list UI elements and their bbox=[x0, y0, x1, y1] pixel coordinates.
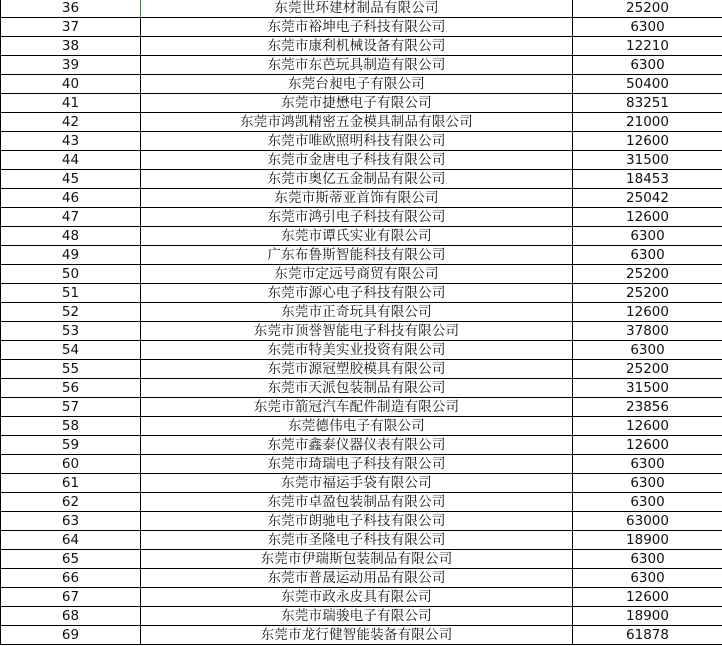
row-number-cell[interactable]: 55 bbox=[1, 360, 141, 379]
row-number-cell[interactable]: 56 bbox=[1, 379, 141, 398]
amount-cell[interactable]: 12600 bbox=[573, 436, 722, 455]
company-name-cell[interactable]: 东莞市瑞骏电子有限公司 bbox=[141, 607, 573, 626]
table-row bbox=[1, 398, 722, 417]
company-name-cell[interactable]: 东莞市裕坤电子科技有限公司 bbox=[141, 18, 573, 37]
amount-cell[interactable]: 6300 bbox=[573, 18, 722, 37]
amount-cell[interactable]: 18900 bbox=[573, 607, 722, 626]
row-number-cell[interactable]: 50 bbox=[1, 265, 141, 284]
amount-cell[interactable]: 6300 bbox=[573, 493, 722, 512]
table-row bbox=[1, 18, 722, 37]
table-row bbox=[1, 512, 722, 531]
row-number-cell[interactable]: 45 bbox=[1, 170, 141, 189]
table-row bbox=[1, 284, 722, 303]
company-name-cell[interactable]: 东莞市源心电子科技有限公司 bbox=[141, 284, 573, 303]
row-number-cell[interactable]: 48 bbox=[1, 227, 141, 246]
table-row bbox=[1, 322, 722, 341]
table-row bbox=[1, 493, 722, 512]
table-row bbox=[1, 303, 722, 322]
row-number-cell[interactable]: 58 bbox=[1, 417, 141, 436]
row-number-cell[interactable]: 68 bbox=[1, 607, 141, 626]
table-row bbox=[1, 75, 722, 94]
amount-cell[interactable]: 83251 bbox=[573, 94, 722, 113]
row-number-cell[interactable]: 43 bbox=[1, 132, 141, 151]
amount-cell[interactable]: 25200 bbox=[573, 284, 722, 303]
company-name-cell[interactable]: 广东布鲁斯智能科技有限公司 bbox=[141, 246, 573, 265]
table-row bbox=[1, 455, 722, 474]
table-row bbox=[1, 436, 722, 455]
row-number-cell[interactable]: 46 bbox=[1, 189, 141, 208]
table-row bbox=[1, 531, 722, 550]
company-name-cell[interactable]: 东莞市鸿凯精密五金模具制品有限公司 bbox=[141, 113, 573, 132]
company-name-cell[interactable]: 东莞市顶誉智能电子科技有限公司 bbox=[141, 322, 573, 341]
row-number-cell[interactable]: 59 bbox=[1, 436, 141, 455]
table-row bbox=[1, 588, 722, 607]
company-name-cell[interactable]: 东莞德伟电子有限公司 bbox=[141, 417, 573, 436]
company-name-cell[interactable]: 东莞台昶电子有限公司 bbox=[141, 75, 573, 94]
amount-cell[interactable]: 6300 bbox=[573, 550, 722, 569]
amount-cell[interactable]: 37800 bbox=[573, 322, 722, 341]
amount-cell[interactable]: 12600 bbox=[573, 417, 722, 436]
amount-cell[interactable]: 6300 bbox=[573, 246, 722, 265]
table-row bbox=[1, 56, 722, 75]
amount-cell[interactable]: 61878 bbox=[573, 626, 722, 645]
row-number-cell[interactable]: 64 bbox=[1, 531, 141, 550]
company-name-cell[interactable]: 东莞市圣隆电子科技有限公司 bbox=[141, 531, 573, 550]
company-name-cell[interactable]: 东莞市龙行健智能装备有限公司 bbox=[141, 626, 573, 645]
amount-cell[interactable]: 12600 bbox=[573, 588, 722, 607]
row-number-cell[interactable]: 53 bbox=[1, 322, 141, 341]
company-name-cell[interactable]: 东莞市东芭玩具制造有限公司 bbox=[141, 56, 573, 75]
table-row bbox=[1, 474, 722, 493]
company-name-cell[interactable]: 东莞市特美实业投资有限公司 bbox=[141, 341, 573, 360]
company-name-cell[interactable]: 东莞市定远号商贸有限公司 bbox=[141, 265, 573, 284]
table-row bbox=[1, 626, 722, 645]
row-number-cell[interactable]: 40 bbox=[1, 75, 141, 94]
table-row bbox=[1, 246, 722, 265]
company-name-cell[interactable]: 东莞市伊瑞斯包装制品有限公司 bbox=[141, 550, 573, 569]
amount-cell[interactable]: 23856 bbox=[573, 398, 722, 417]
amount-cell[interactable]: 6300 bbox=[573, 227, 722, 246]
amount-cell[interactable]: 18453 bbox=[573, 170, 722, 189]
amount-cell[interactable]: 12600 bbox=[573, 208, 722, 227]
row-number-cell[interactable]: 47 bbox=[1, 208, 141, 227]
row-number-cell[interactable]: 38 bbox=[1, 37, 141, 56]
company-name-cell[interactable]: 东莞市鸿引电子科技有限公司 bbox=[141, 208, 573, 227]
amount-cell[interactable]: 6300 bbox=[573, 569, 722, 588]
table-row bbox=[1, 208, 722, 227]
row-number-cell[interactable]: 65 bbox=[1, 550, 141, 569]
company-name-cell[interactable]: 东莞市康利机械设备有限公司 bbox=[141, 37, 573, 56]
company-name-cell[interactable]: 东莞市卓盈包装制品有限公司 bbox=[141, 493, 573, 512]
table-row bbox=[1, 550, 722, 569]
amount-cell[interactable]: 25200 bbox=[573, 265, 722, 284]
table-row bbox=[1, 189, 722, 208]
row-number-cell[interactable]: 51 bbox=[1, 284, 141, 303]
table-body bbox=[1, 0, 722, 645]
company-name-cell[interactable]: 东莞市斯蒂亚首饰有限公司 bbox=[141, 189, 573, 208]
row-number-cell[interactable]: 61 bbox=[1, 474, 141, 493]
table-row bbox=[1, 227, 722, 246]
row-number-cell[interactable]: 62 bbox=[1, 493, 141, 512]
company-name-cell[interactable]: 东莞市政永皮具有限公司 bbox=[141, 588, 573, 607]
table-row bbox=[1, 151, 722, 170]
company-name-cell[interactable]: 东莞世环建材制品有限公司 bbox=[141, 0, 573, 18]
row-number-cell[interactable]: 63 bbox=[1, 512, 141, 531]
company-name-cell[interactable]: 东莞市琦瑞电子科技有限公司 bbox=[141, 455, 573, 474]
row-number-cell[interactable]: 67 bbox=[1, 588, 141, 607]
amount-cell[interactable]: 25200 bbox=[573, 360, 722, 379]
table-row bbox=[1, 0, 722, 18]
table-row bbox=[1, 113, 722, 132]
row-number-cell[interactable]: 54 bbox=[1, 341, 141, 360]
table-row bbox=[1, 341, 722, 360]
table-row bbox=[1, 569, 722, 588]
table-row bbox=[1, 94, 722, 113]
amount-cell[interactable]: 6300 bbox=[573, 474, 722, 493]
table-row bbox=[1, 265, 722, 284]
amount-cell[interactable]: 6300 bbox=[573, 455, 722, 474]
company-name-cell[interactable]: 东莞市朗驰电子科技有限公司 bbox=[141, 512, 573, 531]
table-row bbox=[1, 360, 722, 379]
company-name-cell[interactable]: 东莞市捷懋电子有限公司 bbox=[141, 94, 573, 113]
row-number-cell[interactable]: 36 bbox=[1, 0, 141, 18]
company-name-cell[interactable]: 东莞市奥亿五金制品有限公司 bbox=[141, 170, 573, 189]
amount-cell[interactable]: 6300 bbox=[573, 56, 722, 75]
row-number-cell[interactable]: 49 bbox=[1, 246, 141, 265]
row-number-cell[interactable]: 60 bbox=[1, 455, 141, 474]
table-row bbox=[1, 37, 722, 56]
row-number-cell[interactable]: 41 bbox=[1, 94, 141, 113]
table-row bbox=[1, 417, 722, 436]
table-row bbox=[1, 607, 722, 626]
company-name-cell[interactable]: 东莞市唯欧照明科技有限公司 bbox=[141, 132, 573, 151]
table-row bbox=[1, 379, 722, 398]
amount-cell[interactable]: 18900 bbox=[573, 531, 722, 550]
company-name-cell[interactable]: 东莞市正奇玩具有限公司 bbox=[141, 303, 573, 322]
row-number-cell[interactable]: 66 bbox=[1, 569, 141, 588]
amount-cell[interactable]: 25200 bbox=[573, 0, 722, 18]
amount-cell[interactable]: 21000 bbox=[573, 113, 722, 132]
company-name-cell[interactable]: 东莞市鑫泰仪器仪表有限公司 bbox=[141, 436, 573, 455]
company-name-cell[interactable]: 东莞市普晟运动用品有限公司 bbox=[141, 569, 573, 588]
row-number-cell[interactable]: 39 bbox=[1, 56, 141, 75]
amount-cell[interactable]: 31500 bbox=[573, 151, 722, 170]
row-number-cell[interactable]: 69 bbox=[1, 626, 141, 645]
row-number-cell[interactable]: 57 bbox=[1, 398, 141, 417]
company-name-cell[interactable]: 东莞市天派包装制品有限公司 bbox=[141, 379, 573, 398]
amount-cell[interactable]: 12600 bbox=[573, 132, 722, 151]
amount-cell[interactable]: 31500 bbox=[573, 379, 722, 398]
amount-cell[interactable]: 12210 bbox=[573, 37, 722, 56]
company-name-cell[interactable]: 东莞市谭氏实业有限公司 bbox=[141, 227, 573, 246]
amount-cell[interactable]: 63000 bbox=[573, 512, 722, 531]
row-number-cell[interactable]: 42 bbox=[1, 113, 141, 132]
amount-cell[interactable]: 50400 bbox=[573, 75, 722, 94]
amount-cell[interactable]: 12600 bbox=[573, 303, 722, 322]
table-row bbox=[1, 170, 722, 189]
row-number-cell[interactable]: 44 bbox=[1, 151, 141, 170]
company-name-cell[interactable]: 东莞市金唐电子科技有限公司 bbox=[141, 151, 573, 170]
table-row bbox=[1, 132, 722, 151]
company-name-cell[interactable]: 东莞市源冠塑胶模具有限公司 bbox=[141, 360, 573, 379]
company-name-cell[interactable]: 东莞市箭冠汽车配件制造有限公司 bbox=[141, 398, 573, 417]
company-name-cell[interactable]: 东莞市福运手袋有限公司 bbox=[141, 474, 573, 493]
amount-cell[interactable]: 6300 bbox=[573, 341, 722, 360]
row-number-cell[interactable]: 52 bbox=[1, 303, 141, 322]
row-number-cell[interactable]: 37 bbox=[1, 18, 141, 37]
amount-cell[interactable]: 25042 bbox=[573, 189, 722, 208]
